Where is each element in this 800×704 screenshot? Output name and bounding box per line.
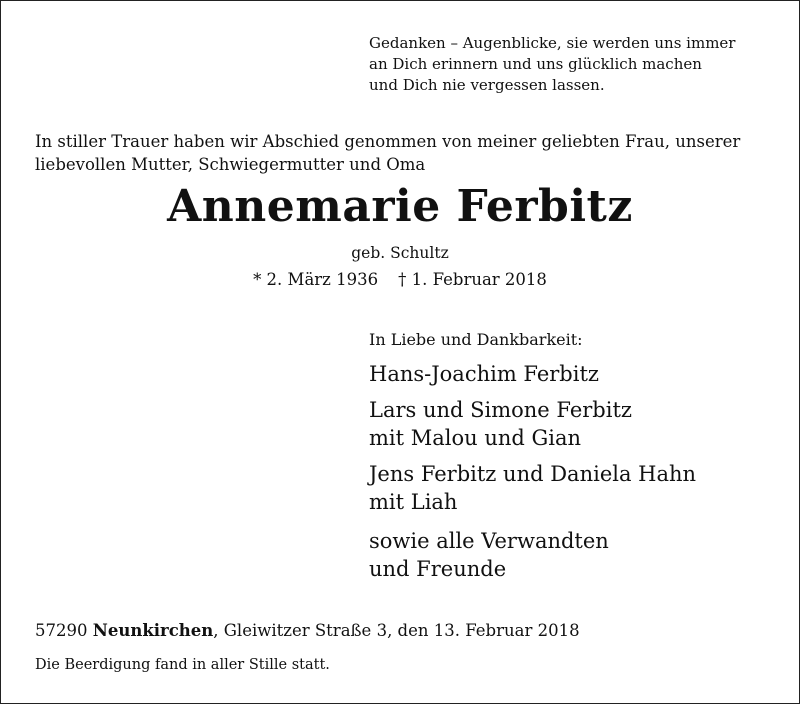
life-dates (0, 270, 800, 289)
burial-note: Die Beerdigung fand in aller Stille statt. (35, 657, 330, 673)
mourner-line: mit Malou und Gian (369, 426, 582, 450)
zip-code: 57290 (35, 621, 88, 640)
address-line (35, 621, 580, 640)
mourner-group (369, 396, 632, 452)
intro-line: liebevollen Mutter, Schwiegermutter und Oma (35, 155, 426, 174)
mourners-label: In Liebe und Dankbarkeit: (369, 330, 583, 349)
maiden-name: geb. Schultz (351, 244, 449, 262)
poem-line: und Dich nie vergessen lassen. (369, 76, 605, 94)
mourner-line: Lars und Simone Ferbitz (369, 398, 632, 422)
intro-text (35, 130, 765, 176)
mourner-line: Hans-Joachim Ferbitz (369, 362, 599, 386)
mourner-line: sowie alle Verwandten (369, 529, 609, 553)
death-date: † 1. Februar 2018 (398, 270, 547, 289)
mourner-line: mit Liah (369, 490, 458, 514)
intro-line: In stiller Trauer haben wir Abschied genommen von meiner geliebten Frau, unserer (35, 132, 741, 151)
poem (369, 33, 735, 96)
mourner-group (369, 527, 609, 583)
mourner-group (369, 360, 599, 388)
city-name: Neunkirchen (92, 621, 214, 640)
mourner-line: und Freunde (369, 557, 507, 581)
poem-line: Gedanken – Augenblicke, sie werden uns immer (369, 34, 736, 52)
address-rest: , Gleiwitzer Straße 3, den 13. Februar 2018 (213, 621, 580, 640)
deceased-name: Annemarie Ferbitz (167, 181, 633, 232)
poem-line: an Dich erinnern und uns glücklich machen (369, 55, 702, 73)
mourner-group (369, 460, 696, 516)
birth-date: * 2. März 1936 (253, 270, 379, 289)
mourner-line: Jens Ferbitz und Daniela Hahn (369, 462, 697, 486)
